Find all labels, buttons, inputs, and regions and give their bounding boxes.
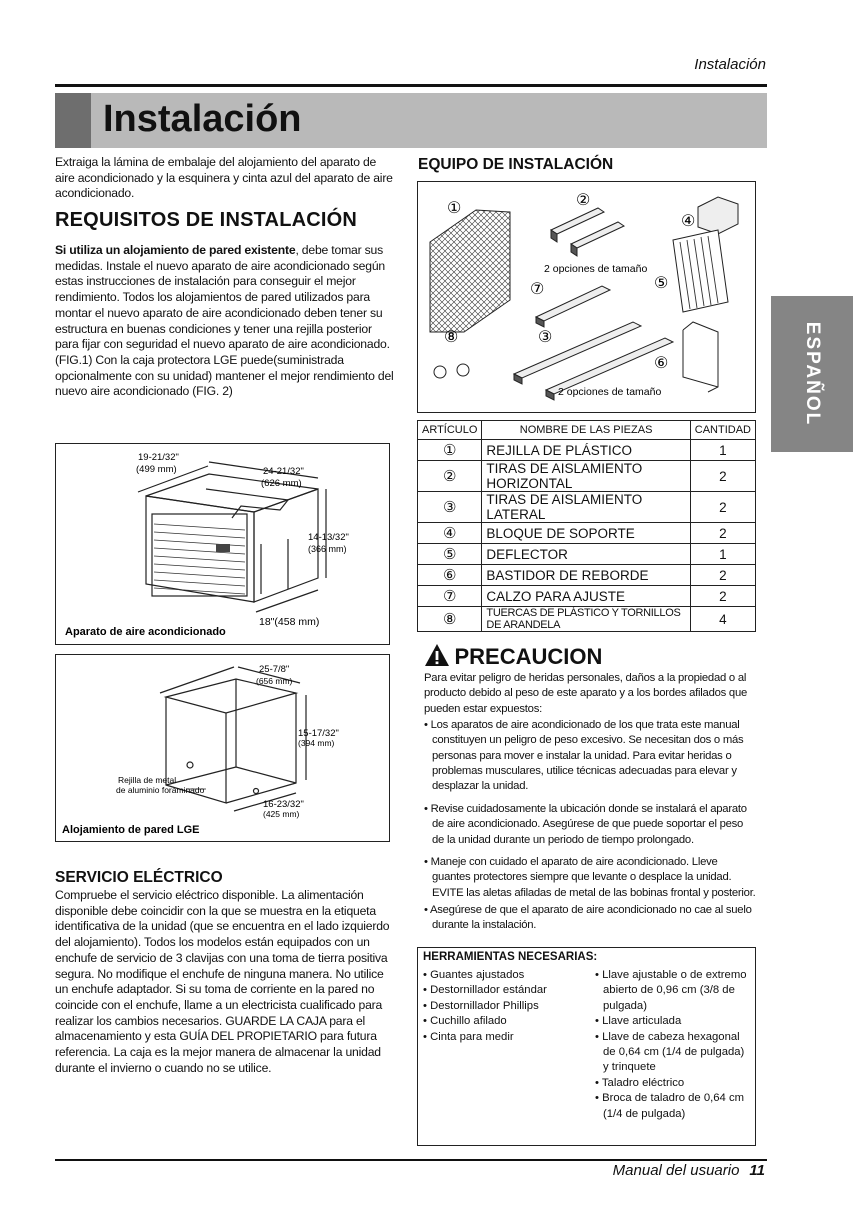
figure-wall-sleeve: [55, 654, 390, 842]
language-tab-label: ESPAÑOL: [802, 321, 823, 427]
requisitos-heading: REQUISITOS DE INSTALACIÓN: [55, 209, 358, 231]
col-cantidad: CANTIDAD: [690, 421, 755, 440]
tools-right: [595, 968, 751, 1122]
row-name: DEFLECTOR: [482, 544, 690, 565]
row-qty: 2: [690, 565, 755, 586]
precaucion-bullet-4: • Asegúrese de que el aparato de aire acondicionado no cae al suelo durante la instalación.: [424, 904, 752, 932]
parts-table: [417, 420, 756, 632]
size-note-bottom: 2 opciones de tamaño: [558, 386, 662, 398]
marker-5: ⑤: [654, 275, 669, 292]
row-qty: 1: [690, 544, 755, 565]
requisitos-lead-rest: , debe tomar sus medidas.: [55, 243, 384, 273]
marker-2: ②: [576, 192, 591, 209]
precaucion-title: PRECAUCION: [454, 644, 603, 669]
list-item: • Cinta para medir: [423, 1030, 514, 1043]
dim-sleeve-depth: 16-23/32": [263, 799, 304, 810]
equipo-figure: [417, 181, 756, 413]
list-item: • Destornillador Phillips: [423, 999, 539, 1012]
dim-height-mm: (366 mm): [308, 544, 347, 554]
row-qty: 2: [690, 492, 755, 523]
dim-height: 14-13/32": [308, 532, 349, 543]
size-note-top: 2 opciones de tamaño: [544, 263, 648, 275]
equipo-heading: EQUIPO DE INSTALACIÓN: [418, 156, 614, 173]
page-number: 11: [749, 1162, 765, 1179]
dim-sleeve-width-mm: (656 mm): [256, 676, 293, 686]
col-nombre: NOMBRE DE LAS PIEZAS: [482, 421, 690, 440]
servicio-text: Compruebe el servicio eléctrico disponible. La alimentación disponible debe coincidir con la que se muestra en la etiqueta identificativa de la unidad (que se encuentra en el lado izquierdo del alojamiento). Todos los modelos están equipados con un enchufe de servicio de 3 clavijas con una toma de tierra positiva segura. No modifique el enchufe de ninguna manera. No utilice un enchufe adaptador. Si su toma de corriente en la pared no coincide con el enchufe, llame a un electricista cualificado para realizar los cambios necesarios. GUARDE LA CAJA para el almacenamiento y esta GUÍA DEL PROPIETARIO para futura referencia. La caja es la mejor manera de almacenar la unidad durante el invierno o cuando no se utilice.: [55, 888, 390, 1075]
row-num: ⑥: [418, 565, 482, 586]
footer-rule: [55, 1159, 767, 1161]
marker-1: ①: [447, 200, 462, 217]
table-row: [418, 607, 756, 632]
rejilla-label-1: Rejilla de metal: [118, 775, 177, 785]
dim-side: 18"(458 mm): [259, 616, 320, 628]
table-row: [418, 586, 756, 607]
list-item: • Cuchillo afilado: [423, 1015, 507, 1028]
table-row: [418, 461, 756, 492]
figure-ac-caption: Aparato de aire acondicionado: [65, 626, 226, 638]
dim-width-mm: (499 mm): [136, 464, 177, 475]
parts-table-header: [418, 421, 756, 440]
marker-3: ③: [538, 329, 553, 346]
row-num: ⑦: [418, 586, 482, 607]
herramientas-box: [417, 947, 756, 1146]
table-row: [418, 544, 756, 565]
warning-icon: [424, 643, 450, 667]
row-name: TIRAS DE AISLAMIENTO LATERAL: [482, 492, 690, 523]
dim-sleeve-height-mm: (394 mm): [298, 738, 335, 748]
rejilla-label-2: de aluminio foraminado: [116, 785, 205, 795]
footer-manual: Manual del usuario: [612, 1162, 740, 1179]
dim-depth-mm: (626 mm): [261, 478, 302, 489]
row-num: ③: [418, 492, 482, 523]
running-header: Instalación: [694, 56, 766, 73]
col-articulo: ARTÍCULO: [418, 421, 482, 440]
list-item: • Destornillador estándar: [423, 984, 547, 997]
row-num: ④: [418, 523, 482, 544]
precaucion-bullet-1: • Los aparatos de aire acondicionado de los que trata este manual constituyen un peligro de peso excesivo. Se necesitan dos o más personas para mover e instalar la unidad. Para evitar heridas o problemas musculares, utilice técnicas adecuadas para elevar y desplazar la unidad.: [424, 719, 744, 793]
table-row: [418, 492, 756, 523]
row-num: ①: [418, 440, 482, 461]
row-qty: 2: [690, 461, 755, 492]
row-qty: 2: [690, 523, 755, 544]
precaucion-intro: Para evitar peligro de heridas personales, daños a la propiedad o al producto debido al peso de este aparato y a los bordes afilados que pueden estar expuestos:: [424, 672, 748, 715]
row-name: TIRAS DE AISLAMIENTO HORIZONTAL: [482, 461, 690, 492]
wall-sleeve-drawing: [56, 655, 389, 841]
servicio-heading: SERVICIO ELÉCTRICO: [55, 869, 223, 886]
list-item: • Broca de taladro de 0,64 cm (1/4 de pulgada): [595, 1092, 745, 1120]
row-num: ⑤: [418, 544, 482, 565]
precaucion-bullet-2: • Revise cuidadosamente la ubicación donde se instalará el aparato de aire acondicionado. Asegúrese de que puede soportar el peso de la unidad durante un periodo de tiempo prolongado.: [424, 803, 747, 846]
list-item: • Llave articulada: [595, 1015, 682, 1028]
row-name: CALZO PARA AJUSTE: [482, 586, 690, 607]
tools-left: [423, 968, 588, 1045]
ac-unit-drawing: [56, 444, 389, 644]
requisitos-lead: Si utiliza un alojamiento de pared existente: [55, 243, 296, 257]
dim-sleeve-width: 25-7/8": [259, 664, 290, 675]
page-title: Instalación: [103, 98, 302, 140]
row-name: BLOQUE DE SOPORTE: [482, 523, 690, 544]
title-tab: [55, 93, 91, 148]
row-num: ②: [418, 461, 482, 492]
table-row: [418, 440, 756, 461]
dim-sleeve-depth-mm: (425 mm): [263, 809, 300, 819]
figure-sleeve-caption: Alojamiento de pared LGE: [62, 824, 200, 836]
equipo-drawing: [418, 182, 755, 412]
marker-4: ④: [681, 213, 696, 230]
marker-8: ⑧: [444, 329, 459, 346]
figure-ac-unit: [55, 443, 390, 645]
row-name: REJILLA DE PLÁSTICO: [482, 440, 690, 461]
herramientas-title: HERRAMIENTAS NECESARIAS:: [423, 951, 598, 963]
requisitos-text: [55, 243, 394, 400]
dim-width: 19-21/32": [138, 452, 179, 463]
language-tab: [771, 296, 853, 452]
dim-depth: 24-21/32": [263, 466, 304, 477]
row-num: ⑧: [418, 607, 482, 632]
list-item: • Llave de cabeza hexagonal de 0,64 cm (1/4 de pulgada) y trinquete: [595, 1030, 745, 1074]
table-row: [418, 565, 756, 586]
row-name: BASTIDOR DE REBORDE: [482, 565, 690, 586]
list-item: • Guantes ajustados: [423, 969, 525, 981]
row-qty: 1: [690, 440, 755, 461]
footer: [613, 1162, 765, 1179]
precaucion-title-row: [424, 643, 602, 670]
row-qty: 2: [690, 586, 755, 607]
requisitos-body: Instale el nuevo aparato de aire acondicionado según estas instrucciones de instalación para conseguir el mejor rendimiento. Todos los alojamientos de pared utilizados para montar el nuevo aparato de aire acondicionado deben tener su estructura en buenas condiciones y tener una rejilla posterior para fijar con seguridad el nuevo aparato de aire acondicionado. (FIG.1) Con la caja protectora LGE puede(suministrada opcionalmente con su unidad) mantener el mejor rendimiento del nuevo aire acondicionado (FIG. 2): [55, 258, 394, 399]
row-qty: 4: [690, 607, 755, 632]
table-row: [418, 523, 756, 544]
header-rule: [55, 84, 767, 87]
dim-sleeve-height: 15-17/32": [298, 728, 339, 739]
intro-text: Extraiga la lámina de embalaje del alojamiento del aparato de aire acondicionado y la esquinera y cinta azul del aparato de aire acondicionado.: [55, 155, 393, 201]
row-name: TUERCAS DE PLÁSTICO Y TORNILLOS DE ARANDELA: [482, 607, 690, 632]
marker-7: ⑦: [530, 281, 545, 298]
list-item: • Llave ajustable o de extremo abierto de 0,96 cm (3/8 de pulgada): [595, 969, 747, 1012]
precaucion-bullet-3: • Maneje con cuidado el aparato de aire acondicionado. Lleve guantes protectores siempre que levante o desplace la unidad. EVITE las aletas afiladas de metal de las bobinas frontal y posterior.: [424, 856, 756, 899]
list-item: • Taladro eléctrico: [595, 1076, 685, 1089]
marker-6: ⑥: [654, 355, 669, 372]
